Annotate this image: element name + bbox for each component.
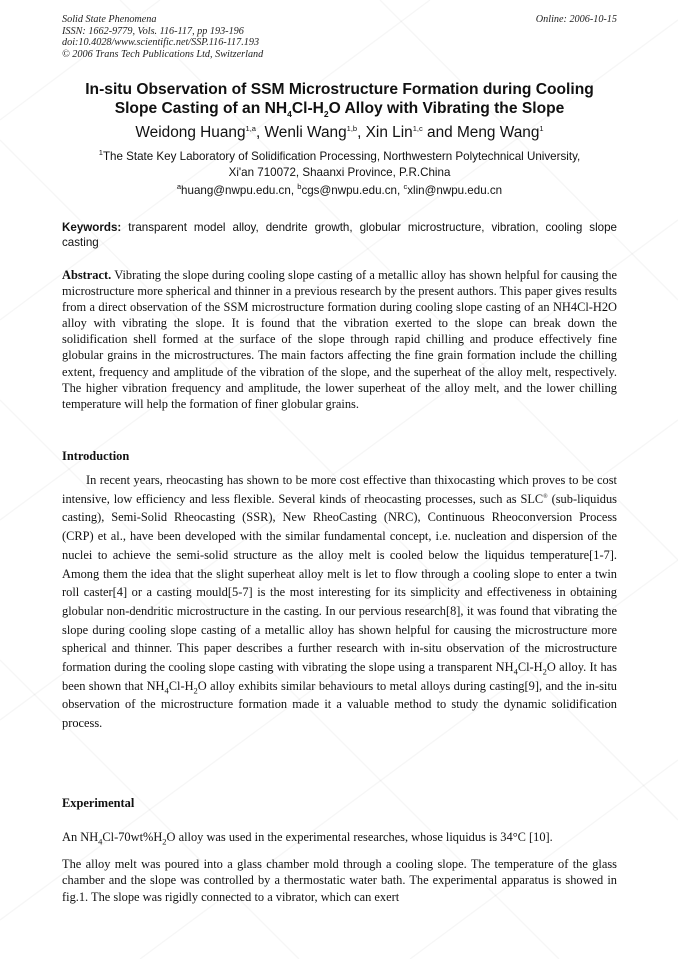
- publication-metadata: [62, 14, 617, 60]
- email-link[interactable]: cgs@nwpu.edu.cn: [301, 184, 397, 197]
- affiliation: $^1$The State Key Laboratory of Solidification Processing, Northwestern Polytechnical University, Xi'an 710072, Shaanxi Province, P.R.China: [98, 148, 581, 179]
- title-line-2: Slope Casting of an $NH_4Cl-H_2O$ Alloy with Vibrating the Slope: [114, 100, 565, 120]
- keywords: [62, 221, 617, 250]
- doi-line: doi:10.4028/www.scientific.net/SSP.116-117.193: [62, 37, 260, 49]
- title-line-1: In-situ Observation of SSM Microstructure Formation during Cooling: [85, 81, 594, 98]
- abstract: [62, 267, 617, 412]
- author: Meng Wang: [456, 124, 540, 141]
- online-date: Online: 2006-10-15: [535, 14, 617, 25]
- copyright-line: © 2006 Trans Tech Publications Ltd, Switzerland: [62, 48, 264, 60]
- author: Weidong Huang: [135, 124, 246, 141]
- introduction-paragraph: In recent years, rheocasting has shown to be more cost effective than thixocasting which proves to be cost intensive, low efficiency and less flexible. Several kinds of rheocasting processes, such as SLC® (sub-liquidus casting), Semi-Solid Rheocasting (SSR), New RheoCasting (NRC), Continuous Rheoconversion Process (CRP) et al., have been developed with the similar fundamental concept, i.e. nucleation and dispersion of the nuclei to achieve the semi-solid structure as the alloy melt is cooled below the liquidus temperature[1-7]. Among them the idea that the slight superheat alloy melt is let to flow through a cooling slope to enter a twin roll caster[4] or a casting mould[5-7] is the most interesting for its simplicity and effectiveness in obtaining globular non-dendritic microstructure in the casting. In our pervious research[8], it was found that vibrating the slope during cooling slope casting of a metallic alloy has shown helpful for causing the microstructure more spherical and thinner. This paper describes a further research with in-situ observation of the microstructure formation during the cooling slope casting with vibrating the slope using a transparent $NH_4Cl-H_2O$ alloy. It has been shown that $NH_4Cl-H_2O$ alloy exhibits similar behaviours to metal alloys during casting[9], and the in-situ observation of the microstructure formation made it a valuable method to study the dynamic solidification process.: [62, 473, 617, 731]
- experimental-heading: Experimental: [62, 796, 135, 810]
- email-link[interactable]: huang@nwpu.edu.cn: [181, 184, 291, 197]
- introduction-heading: Introduction: [62, 449, 130, 463]
- experimental-paragraph-1: An $NH_4Cl-70wt\%H_2O$ alloy was used in the experimental researches, whose liquidus is 34°C [10].: [62, 830, 553, 847]
- abstract-label: Abstract.: [62, 268, 112, 282]
- author: Xin Lin: [365, 124, 413, 141]
- email-link[interactable]: xlin@nwpu.edu.cn: [407, 184, 503, 197]
- paper-title: [62, 80, 617, 118]
- author: Wenli Wang: [264, 124, 347, 141]
- keywords-text: transparent model alloy, dendrite growth, globular microstructure, vibration, cooling slope casting: [62, 221, 617, 249]
- experimental-paragraph-2: The alloy melt was poured into a glass chamber mold through a cooling slope. The temperature of the glass chamber and the slope was controlled by a thermostatic water bath. The experimental apparatus is showed in fig.1. The slope was rigidly connected to a vibrator, which can exert: [62, 857, 617, 904]
- email-list: $^a$huang@nwpu.edu.cn, $^b$cgs@nwpu.edu.cn, $^c$xlin@nwpu.edu.cn: [176, 182, 503, 197]
- keywords-label: Keywords:: [62, 221, 122, 234]
- issn-line: ISSN: 1662-9779, Vols. 116-117, pp 193-196: [62, 25, 244, 37]
- journal-name: Solid State Phenomena: [62, 14, 157, 25]
- abstract-text: Vibrating the slope during cooling slope casting of a metallic alloy has shown helpful for causing the microstructure more spherical and thinner in a previous research by the present authors. This paper gives results from a direct observation of the SSM microstructure formation during cooling slope casting of an NH4Cl-H2O alloy with vibrating the slope. It is found that the vibration exerted to the slope can break down the solidification shell formed at the surface of the slope through rapid chilling and produce effectively fine globular grains in the microstructures. The main factors affecting the fine grain formation include the chilling extent, frequency and amplitude of the vibration of the slope, and the superheat of the alloy melt, respectively. The higher vibration frequency and amplitude, the lower superheat of the alloy melt, and the lower chilling temperature will help the formation of finer globular grains.: [62, 268, 617, 411]
- author-list: Weidong Huang$^{1,a}$, Wenli Wang$^{1,b}$, Xin Lin$^{1,c}$ and Meng Wang$^1$: [135, 123, 544, 141]
